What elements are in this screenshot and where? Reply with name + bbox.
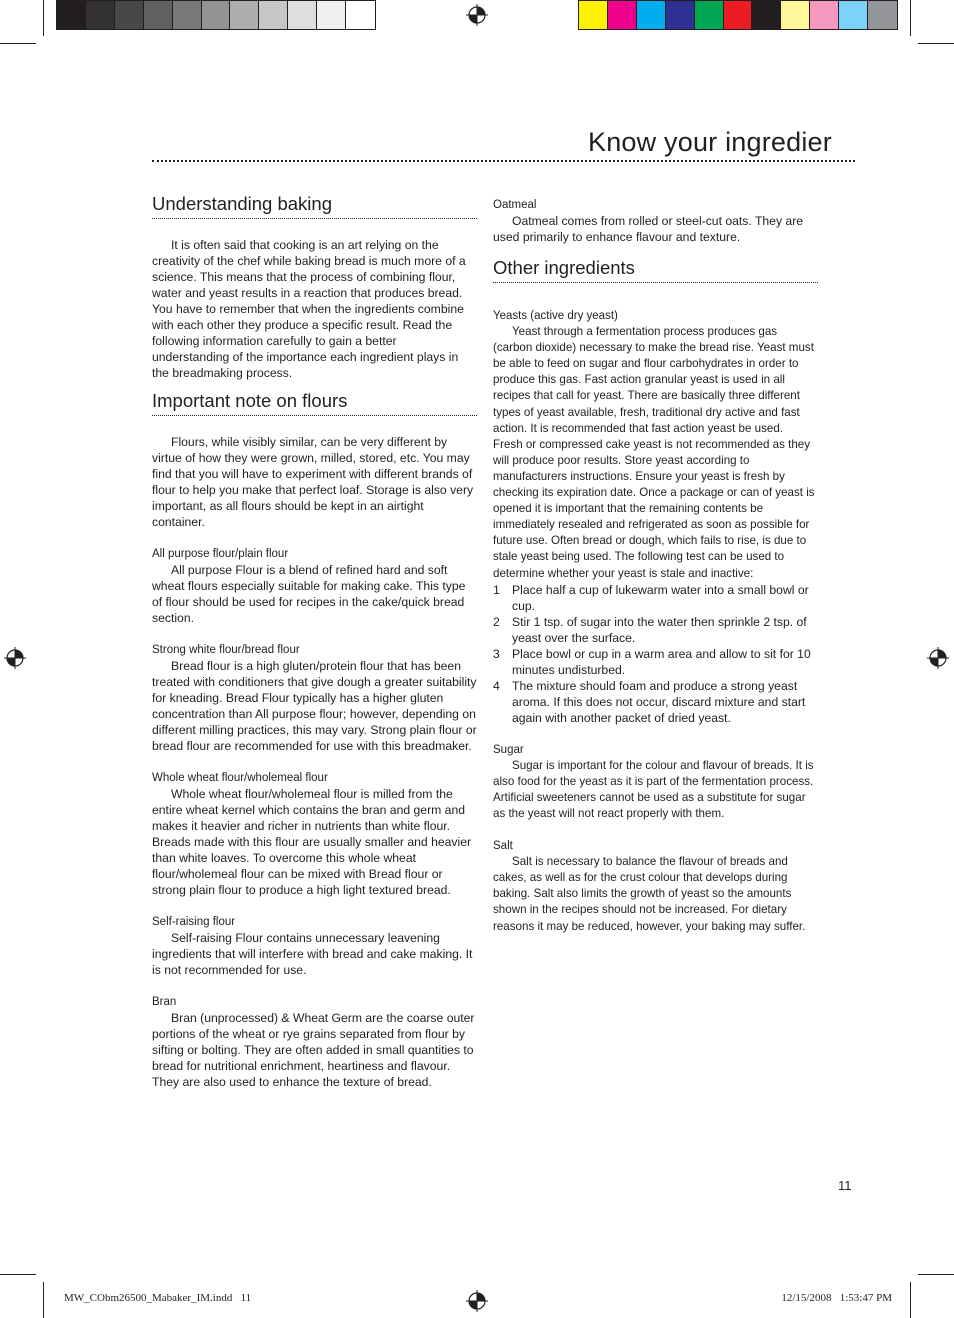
- section-heading-understanding: Understanding baking: [152, 193, 477, 219]
- flours-body: Flours, while visibly similar, can be very different by virtue of how they were grown, milled, stored, etc. You may find that you will have to experiment with different brands of flour to help you make that perfect loaf. Storage is also very important, as all flours should be kept in an airtight container.: [152, 435, 474, 529]
- color-swatch: [202, 1, 231, 29]
- list-item: 1 Place half a cup of lukewarm water into a small bowl or cup.: [493, 582, 809, 613]
- color-swatch: [173, 1, 202, 29]
- color-swatch: [346, 1, 375, 29]
- process-color-bar: [578, 0, 898, 30]
- item-title-sugar: Sugar: [493, 743, 524, 756]
- color-swatch: [608, 1, 637, 29]
- color-swatch: [724, 1, 753, 29]
- registration-mark-icon: [466, 4, 488, 26]
- section-heading-flours: Important note on flours: [152, 390, 477, 416]
- color-swatch: [695, 1, 724, 29]
- item-title-all-purpose: All purpose flour/plain flour: [152, 548, 289, 560]
- color-swatch: [810, 1, 839, 29]
- item-title-whole-wheat: Whole wheat flour/wholemeal flour: [152, 772, 328, 784]
- item-body-sugar: Sugar is important for the colour and flavour of breads. It is also food for the yeast as it is part of the fermentation process. Artificial sweeteners cannot be used as a substitute for sugar as the yeast will not react properly with them.: [493, 758, 814, 820]
- item-body-bread-flour: Bread flour is a high gluten/protein flour that has been treated with conditioners that give dough a greater suitability for kneading. Bread Flour typically has a higher gluten concentration than All purpose flour; however, depending on different milling practices, this may vary. Strong plain flour or bread flour are recommended for use with this breadmaker.: [152, 659, 477, 753]
- color-swatch: [288, 1, 317, 29]
- right-column: [493, 197, 818, 935]
- crop-mark: [918, 43, 954, 44]
- yeast-test-steps: [493, 582, 818, 726]
- item-title-oatmeal: Oatmeal: [493, 199, 537, 211]
- list-item: 4 The mixture should foam and produce a strong yeast aroma. If this does not occur, discard mixture and start again with another packet of dried yeast.: [493, 678, 806, 725]
- file-slug: MW_CObm26500_Mabaker_IM.indd 11: [64, 1292, 252, 1304]
- color-swatch: [57, 1, 86, 29]
- color-swatch: [317, 1, 346, 29]
- item-body-all-purpose: All purpose Flour is a blend of refined hard and soft wheat flours especially suitable for making cake. This type of flour should be used for recipes in the cake/quick bread section.: [152, 563, 466, 625]
- list-item: 2 Stir 1 tsp. of sugar into the water then sprinkle 2 tsp. of yeast over the surface.: [493, 614, 807, 645]
- item-body-self-raising: Self-raising Flour contains unnecessary leavening ingredients that will interfere with bread and cake making. It is not recommended for use.: [152, 931, 473, 977]
- color-swatch: [839, 1, 868, 29]
- item-title-self-raising: Self-raising flour: [152, 916, 236, 928]
- crop-mark: [918, 1274, 954, 1275]
- section-heading-other: Other ingredients: [493, 257, 818, 283]
- page-title: Know your ingredier: [588, 127, 832, 157]
- understanding-body: It is often said that cooking is an art relying on the creativity of the chef while baking bread is much more of a science. This means that the process of combining flour, water and yeast results in a reaction that produces bread. You have to remember that when the ingredients combine with each other they produce a specific result. Read the following information carefully to gain a better understanding of the importance each ingredient plays in the breadmaking process.: [152, 238, 466, 380]
- color-swatch: [579, 1, 608, 29]
- item-body-oatmeal: Oatmeal comes from rolled or steel-cut oats. They are used primarily to enhance flavour and texture.: [493, 214, 804, 244]
- color-swatch: [259, 1, 288, 29]
- crop-mark: [43, 0, 44, 36]
- registration-mark-icon: [4, 647, 26, 669]
- color-swatch: [115, 1, 144, 29]
- crop-mark: [0, 43, 36, 44]
- crop-mark: [0, 1274, 36, 1275]
- color-swatch: [781, 1, 810, 29]
- color-swatch: [666, 1, 695, 29]
- item-body-bran: Bran (unprocessed) & Wheat Germ are the coarse outer portions of the wheat or rye grains separated from flour by sifting or bolting. They are often added in small quantities to bread for nutritional enrichment, heartiness and flavour. They are also used to enhance the texture of bread.: [152, 1011, 475, 1089]
- left-column: [152, 193, 477, 1090]
- item-body-whole-wheat: Whole wheat flour/wholemeal flour is milled from the entire wheat kernel which contains the bran and germ and makes it heavier and richer in nutrients than white flour. Breads made with this flour are usually smaller and heavier than white loaves. To overcome this whole wheat flour/wholemeal flour can be mixed with Bread flour or strong plain flour to produce a high light textured bread.: [152, 787, 472, 897]
- page-number: 11: [838, 1178, 852, 1193]
- print-timestamp: 12/15/2008 1:53:47 PM: [781, 1292, 892, 1304]
- grayscale-color-bar: [56, 0, 376, 30]
- list-item: 3 Place bowl or cup in a warm area and allow to sit for 10 minutes undisturbed.: [493, 646, 811, 677]
- registration-mark-icon: [927, 647, 949, 669]
- color-swatch: [752, 1, 781, 29]
- title-divider: [152, 160, 855, 162]
- item-body-salt: Salt is necessary to balance the flavour of breads and cakes, as well as for the crust colour that develops during baking. Salt also limits the growth of yeast so the amounts shown in the recipes should not be increased. For dietary reasons it may be reduced, however, your baking may suffer.: [493, 855, 806, 933]
- registration-mark-icon: [466, 1290, 488, 1312]
- crop-mark: [910, 0, 911, 36]
- item-title-bran: Bran: [152, 996, 177, 1008]
- item-title-yeast: Yeasts (active dry yeast): [493, 310, 618, 322]
- color-swatch: [868, 1, 897, 29]
- crop-mark: [910, 1282, 911, 1318]
- item-title-bread-flour: Strong white flour/bread flour: [152, 644, 300, 656]
- item-body-yeast: Yeast through a fermentation process produces gas (carbon dioxide) necessary to make the bread rise. Yeast must be able to feed on sugar and flour carbohydrates in order to produce this gas. Fast action granular yeast is used in all recipes that call for yeast. There are basically three different types of yeast available, fresh, traditional dry active and fast action. It is recommended that fast action yeast be used. Fresh or compressed cake yeast is not recommended as they will produce poor results. Store yeast according to manufacturers instructions. Ensure your yeast is fresh by checking its expiration date. Once a package or can of yeast is opened it is important that the remaining contents be immediately resealed and refrigerated as soon as possible for future use. Often bread or dough, which fails to rise, is due to stale yeast being used. The following test can be used to determine whether your yeast is stale and inactive:: [493, 325, 818, 580]
- item-title-salt: Salt: [493, 840, 513, 853]
- color-swatch: [86, 1, 115, 29]
- color-swatch: [230, 1, 259, 29]
- color-swatch: [144, 1, 173, 29]
- crop-mark: [43, 1282, 44, 1318]
- color-swatch: [637, 1, 666, 29]
